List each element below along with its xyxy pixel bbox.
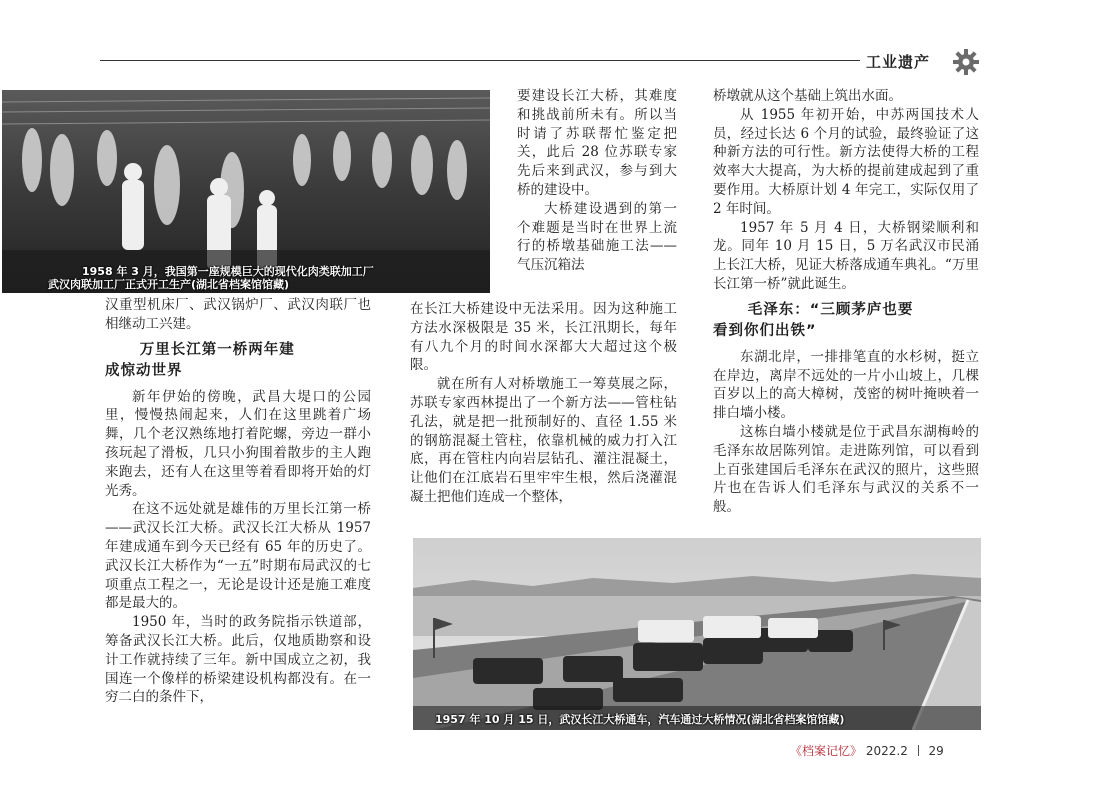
paragraph: 要建设长江大桥，其难度和挑战前所未有。所以当时请了苏联帮忙鉴定把关，此后 28 位苏联专家先后来到武汉，参与到大桥的建设中。 bbox=[517, 88, 677, 198]
issue-number: 2022.2 bbox=[865, 744, 908, 758]
paragraph: 东湖北岸，一排排笔直的水杉树，挺立在岸边，离岸不远处的一片小山坡上，几棵百岁以上的高大樟树，茂密的树叶掩映着一排白墙小楼。 bbox=[713, 348, 979, 422]
paragraph: 桥墩就从这个基础上筑出水面。 bbox=[713, 88, 902, 104]
page-footer bbox=[790, 742, 944, 759]
paragraph: 在长江大桥建设中无法采用。因为这种施工方法水深极限是 35 米，长江汛期长，每年有八九个月的时间水深都大大超过这个极限。 bbox=[410, 301, 677, 374]
heading-line-1: 毛泽东：“三顾茅庐也要 bbox=[747, 301, 914, 318]
paragraph: 在这不远处就是雄伟的万里长江第一桥——武汉长江大桥。武汉长江大桥从 1957 年建成通车到今天已经有 65 年的历史了。武汉长江大桥作为“一五”时期布局武汉的七项重点工程之一，无论是设计还是施工难度都是最大的。 bbox=[105, 501, 371, 612]
journal-name: 《档案记忆》 bbox=[790, 744, 863, 758]
heading-line-1: 万里长江第一桥两年建 bbox=[139, 341, 295, 358]
paragraph: 1950 年，当时的政务院指示铁道部，筹备武汉长江大桥。此后，仅地质勘察和设计工作就持续了三年。新中国成立之初，我国连一个像样的桥梁建设机构都没有。在一穷二白的条件下， bbox=[105, 614, 371, 706]
column-2-top bbox=[517, 87, 677, 275]
meat-plant-photo bbox=[2, 90, 490, 293]
gear-icon bbox=[952, 48, 980, 76]
paragraph: 从 1955 年初开始，中苏两国技术人员，经过长达 6 个月的试验，最终验证了这种新方法的可行性。新方法使得大桥的工程效率大大提高，为大桥的提前建成起到了重要作用。大桥原计划 4 年完工，实际仅用了 2 年时间。 bbox=[713, 106, 979, 217]
paragraph: 就在所有人对桥墩施工一筹莫展之际，苏联专家西林提出了一个新方法——管柱钻孔法，就是把一批预制好的、直径 1.55 米的钢筋混凝土管柱，依靠机械的威力打入江底，再在管柱内向岩层钻孔、灌注混凝土，让他们在江底岩石里牢牢生根，然后浇灌混凝土把他们连成一个整体， bbox=[410, 376, 677, 505]
heading-line-2: 成惊动世界 bbox=[105, 362, 183, 379]
column-3 bbox=[713, 87, 979, 517]
page-number: 29 bbox=[928, 744, 944, 758]
section-title: 工业遗产 bbox=[866, 53, 931, 71]
paragraph: 这栋白墙小楼就是位于武昌东湖梅岭的毛泽东故居陈列馆。走进陈列馆，可以看到上百张建国后毛泽东在武汉的照片，这些照片也在告诉人们毛泽东与武汉的关系不一般。 bbox=[713, 423, 979, 516]
photo-caption-line1: 1958 年 3 月，我国第一座规模巨大的现代化肉类联加工厂 bbox=[82, 265, 374, 278]
bridge-photo bbox=[413, 538, 981, 730]
photo-caption-line2: 武汉肉联加工厂正式开工生产(湖北省档案馆馆藏) bbox=[48, 278, 290, 291]
paragraph: 新年伊始的傍晚，武昌大堤口的公园里，慢慢热闹起来，人们在这里跳着广场舞，几个老汉熟练地打着陀螺，旁边一群小孩玩起了滑板，几只小狗围着散步的主人跑来跑去，还有人在这里等着看即将开始的灯光秀。 bbox=[105, 388, 371, 499]
heading-line-2: 看到你们出铁” bbox=[713, 322, 817, 339]
footer-divider bbox=[918, 745, 919, 756]
paragraph: 汉重型机床厂、武汉锅炉厂、武汉肉联厂也相继动工兴建。 bbox=[105, 297, 371, 332]
column-1 bbox=[105, 296, 371, 707]
paragraph: 1957 年 5 月 4 日，大桥钢梁顺利和龙。同年 10 月 15 日，5 万名武汉市民涌上长江大桥，见证大桥落成通车典礼。“万里长江第一桥”就此诞生。 bbox=[713, 219, 979, 292]
section-heading bbox=[105, 340, 371, 382]
section-heading bbox=[713, 300, 979, 342]
column-2-bottom bbox=[410, 300, 677, 507]
header-rule bbox=[100, 60, 860, 61]
paragraph: 大桥建设遇到的第一个难题是当时在世界上流行的桥墩基础施工法——气压沉箱法 bbox=[517, 200, 677, 274]
photo-caption: 1957 年 10 月 15 日，武汉长江大桥通车，汽车通过大桥情况(湖北省档案馆馆藏) bbox=[435, 713, 845, 726]
